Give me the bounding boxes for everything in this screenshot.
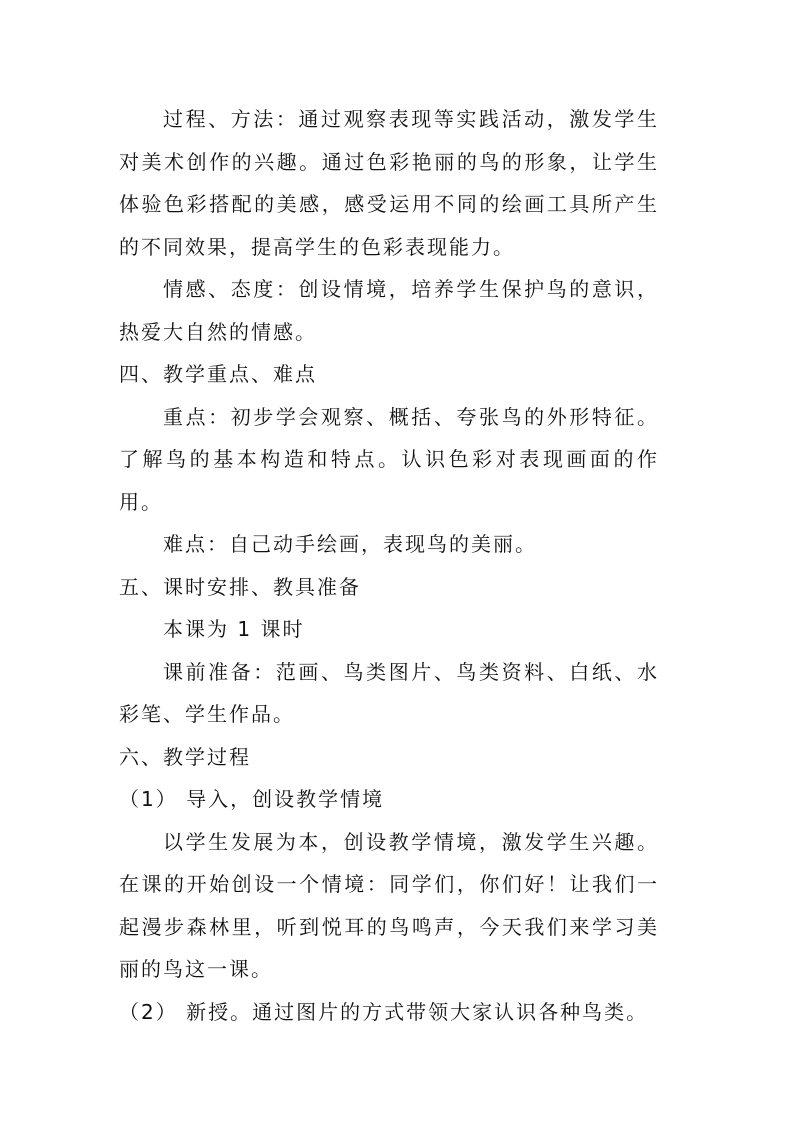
paragraph-preparation: 课前准备：范画、鸟类图片、鸟类资料、白纸、水彩笔、学生作品。 bbox=[119, 659, 659, 726]
paragraph-class-hours: 本课为 1 课时 bbox=[163, 617, 305, 641]
section-heading-key-difficult-points: 四、教学重点、难点 bbox=[119, 362, 317, 386]
paragraph-key-points: 重点：初步学会观察、概括、夸张鸟的外形特征。了解鸟的基本构造和特点。认识色彩对表现画面的作用。 bbox=[119, 404, 659, 514]
paragraph-introduction-body: 以学生发展为本，创设教学情境，激发学生兴趣。在课的开始创设一个情境：同学们，你们好！让我们一起漫步森林里，听到悦耳的鸟鸣声，今天我们来学习美丽的鸟这一课。 bbox=[119, 829, 659, 981]
paragraph-process-method: 过程、方法：通过观察表现等实践活动，激发学生对美术创作的兴趣。通过色彩艳丽的鸟的形象，让学生体验色彩搭配的美感，感受运用不同的绘画工具所产生的不同效果，提高学生的色彩表现能力。 bbox=[119, 107, 659, 259]
step-new-lesson: （2） 新授。通过图片的方式带领大家认识各种鸟类。 bbox=[119, 999, 649, 1024]
section-heading-teaching-process: 六、教学过程 bbox=[119, 744, 251, 769]
paragraph-difficult-points: 难点：自己动手绘画，表现鸟的美丽。 bbox=[163, 532, 537, 556]
document-body bbox=[119, 98, 659, 1033]
step-introduction: （1） 导入，创设教学情境 bbox=[119, 787, 385, 811]
paragraph-emotion-attitude: 情感、态度：创设情境，培养学生保护鸟的意识，热爱大自然的情感。 bbox=[119, 277, 659, 344]
section-heading-schedule-materials: 五、课时安排、教具准备 bbox=[119, 574, 361, 599]
